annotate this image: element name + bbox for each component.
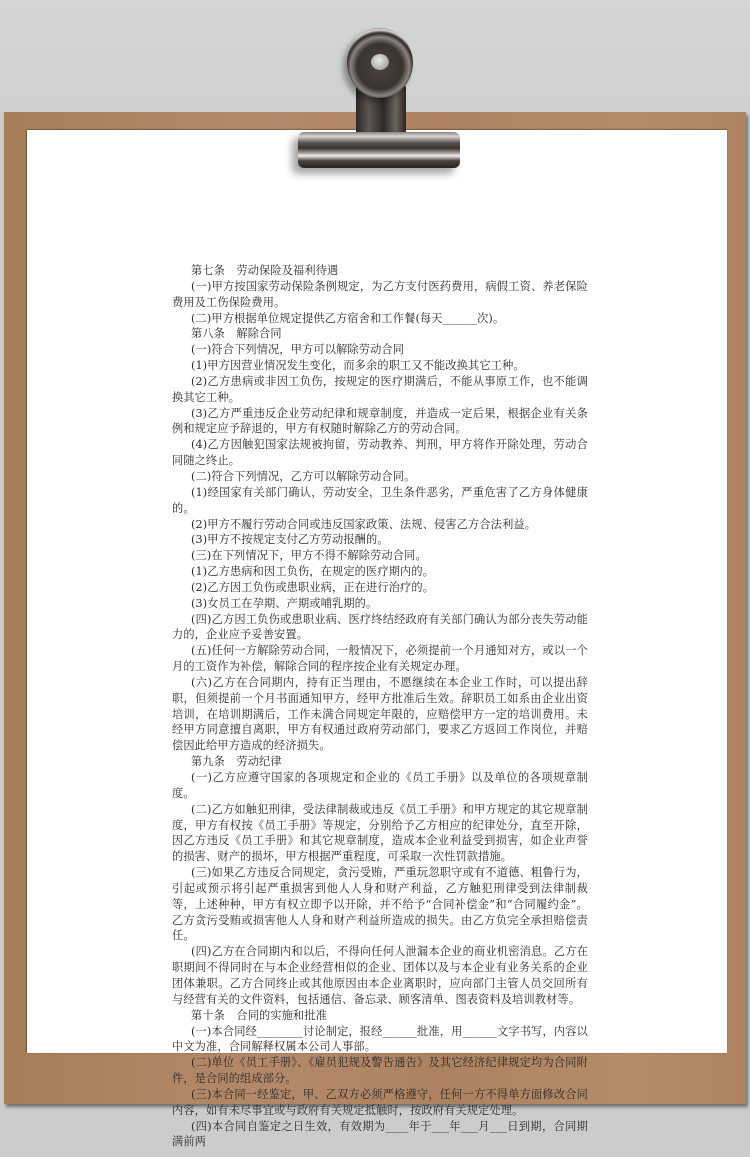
paragraph: (二)乙方如触犯刑律，受法律制裁或违反《员工手册》和甲方规定的其它规章制度，甲方有权按《员工手册》等规定，分别给予乙方相应的纪律处分，直至开除，因乙方违反《员工手册》和其它规章制度，造成本企业利益受到损害，如企业声誉的损害、财产的损坏，甲方根据严重程度，可采取一次性罚款措施。 — [172, 802, 588, 864]
clip-hole — [371, 54, 389, 70]
paragraph: (五)任何一方解除劳动合同，一般情况下，必须提前一个月通知对方，或以一个月的工资作为补偿，解除合同的程序按企业有关规定办理。 — [172, 644, 588, 674]
paragraph: (4)乙方因触犯国家法规被拘留，劳动教养、判刑，甲方将作开除处理，劳动合同随之终止。 — [172, 438, 588, 468]
paragraph: (2)甲方不履行劳动合同或违反国家政策、法规、侵害乙方合法利益。 — [191, 517, 537, 531]
contract-text — [172, 263, 588, 1150]
paragraph: (一)本合同经________讨论制定，报经______批准，用______文字书写，内容以中文为准，合同解释权属本公司人事部。 — [172, 1024, 588, 1054]
paragraph: (3)女员工在孕期、产期或哺乳期的。 — [191, 596, 378, 610]
paragraph: (2)乙方因工负伤或患职业病，正在进行治疗的。 — [191, 580, 435, 594]
paragraph: (1)乙方患病和因工负伤，在规定的医疗期内的。 — [191, 565, 435, 579]
clip-bar — [298, 132, 460, 168]
paragraph: (3)乙方严重违反企业劳动纪律和规章制度，并造成一定后果，根据企业有关条例和规定应予辞退的，甲方有权随时解除乙方的劳动合同。 — [172, 406, 588, 436]
paragraph: (三)在下列情况下，甲方不得不解除劳动合同。 — [191, 549, 427, 563]
paragraph: (1)甲方因营业情况发生变化，而多余的职工又不能改换其它工种。 — [191, 359, 525, 373]
paragraph: (四)乙方在合同期内和以后，不得向任何人泄漏本企业的商业机密消息。乙方在职期间不得同时在与本企业经营相似的企业、团体以及与本企业有业务关系的企业团体兼职。乙方合同终止或其他原因由本企业离职时，应向部门主管人员交回所有与经营有关的文件资料，包括通信、备忘录、顾客清单、图表资料及培训教材等。 — [172, 945, 588, 1006]
paragraph: (二)甲方根据单位规定提供乙方宿舍和工作餐(每天______次)。 — [191, 311, 505, 325]
paragraph: (2)乙方患病或非因工负伤，按规定的医疗期满后，不能从事原工作，也不能调换其它工种。 — [172, 374, 588, 404]
paragraph: (1)经国家有关部门确认，劳动安全，卫生条件恶劣，严重危害了乙方身体健康的。 — [172, 485, 588, 515]
clip-ring — [347, 28, 413, 98]
paragraph: (一)甲方按国家劳动保险条例规定，为乙方支付医药费用，病假工资、养老保险费用及工伤保险费用。 — [172, 279, 588, 309]
section-heading: 第十条 合同的实施和批准 — [191, 1008, 328, 1022]
section-heading: 第九条 劳动纪律 — [191, 755, 282, 769]
paragraph: (一)乙方应遵守国家的各项规定和企业的《员工手册》以及单位的各项规章制度。 — [172, 771, 588, 800]
section-heading: 第八条 解除合同 — [191, 327, 282, 341]
paragraph: (二)符合下列情况，乙方可以解除劳动合同。 — [191, 469, 416, 483]
paragraph: (三)本合同一经鉴定，甲、乙双方必须严格遵守，任何一方不得单方面修改合同内容，如有未尽事宜或与政府有关规定抵触时，按政府有关规定处理。 — [172, 1087, 588, 1117]
paragraph: (3)甲方不按规定支付乙方劳动报酬的。 — [191, 533, 389, 547]
paragraph: (六)乙方在合同期内，持有正当理由，不愿继续在本企业工作时，可以提出辞职，但须提前一个月书面通知甲方，经甲方批准后生效。辞职员工如系由企业出资培训，在培训期满后，工作未满合同规定年限的，应赔偿甲方一定的培训费用。未经甲方同意擅自离职，甲方有权通过政府劳动部门，要求乙方返回工作岗位，并赔偿因此给甲方造成的经济损失。 — [172, 675, 588, 753]
section-heading: 第七条 劳动保险及福利待遇 — [191, 264, 339, 277]
paragraph: (三)如果乙方违反合同规定，贪污受贿，严重玩忽职守或有不道德、粗鲁行为，引起或预示将引起严重损害到他人人身和财产利益，乙方触犯刑律受到法律制裁等，上述种种，甲方有权立即予以开除，并不给予“合同补偿金”和“合同履约金”。乙方贪污受贿或损害他人人身和财产利益所造成的损失。由乙方负完全承担赔偿责任。 — [172, 866, 588, 943]
paragraph: (一)符合下列情况，甲方可以解除劳动合同 — [191, 343, 405, 357]
paragraph: (四)乙方因工负伤或患职业病、医疗终结经政府有关部门确认为部分丧失劳动能力的，企业应予妥善安置。 — [172, 612, 588, 642]
paragraph: (四)本合同自鉴定之日生效，有效期为____年于___年___月___日到期，合同期满前两 — [172, 1119, 588, 1149]
binder-clip-icon — [296, 22, 462, 170]
paragraph: (二)单位《员工手册》、《雇员犯规及警告通告》及其它经济纪律规定均为合同附件，是合同的组成部分。 — [172, 1056, 588, 1086]
